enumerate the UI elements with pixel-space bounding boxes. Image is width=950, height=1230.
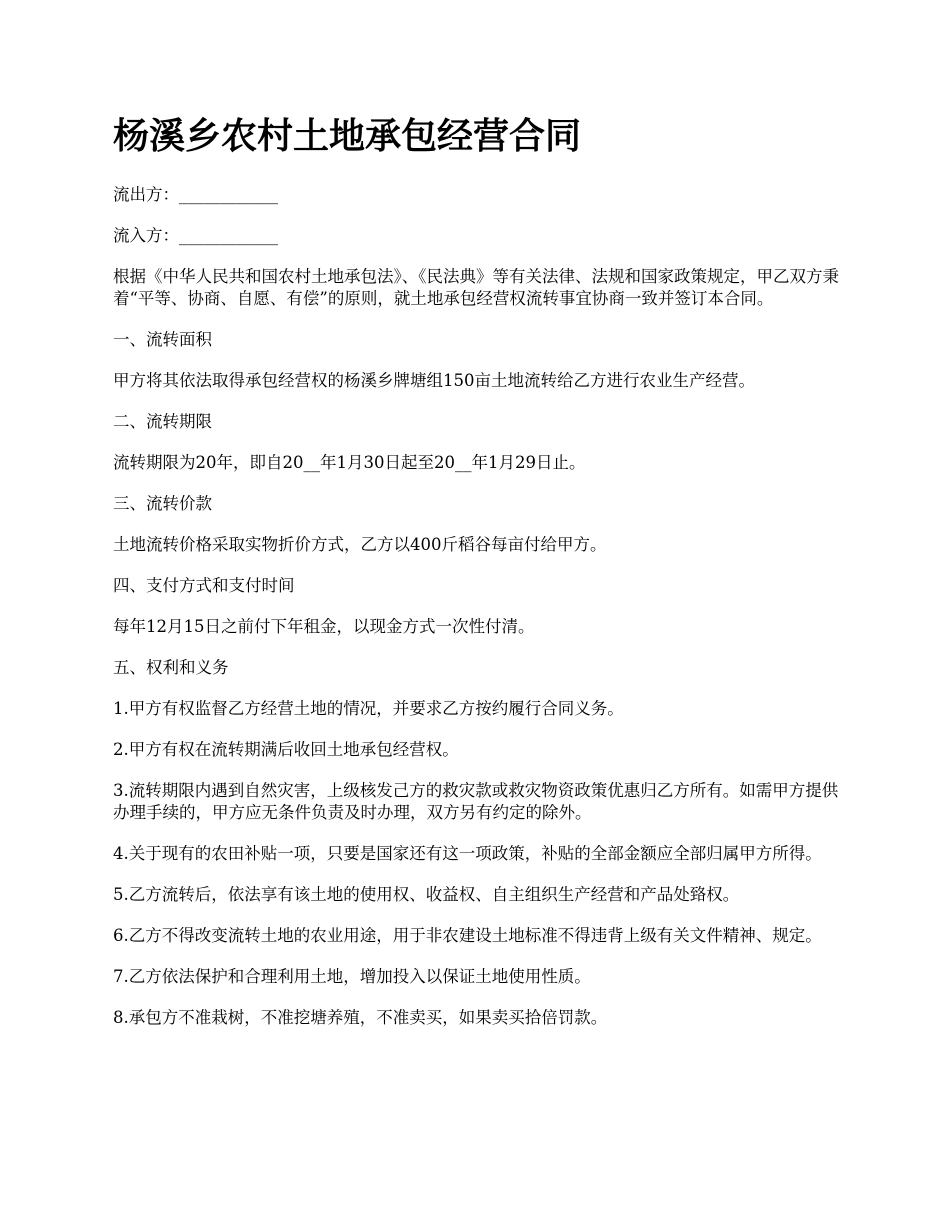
price-paragraph: 土地流转价格采取实物折价方式，乙方以400斤稻谷每亩付给甲方。 — [113, 535, 607, 554]
rights-item-2: 2.甲方有权在流转期满后收回土地承包经营权。 — [113, 740, 459, 759]
rights-item-1: 1.甲方有权监督乙方经营土地的情况，并要求乙方按约履行合同义务。 — [113, 699, 624, 718]
section-heading-area: 一、流转面积 — [113, 330, 212, 349]
rights-item-3: 3.流转期限内遇到自然灾害，上级核发己方的救灾款或救灾物资政策优惠归乙方所有。如需甲方提供办理手续的，甲方应无条件负责及时办理，双方另有约定的除外。 — [113, 781, 839, 822]
rights-item-8: 8.承包方不准栽树，不准挖塘养殖，不准卖买，如果卖买拾倍罚款。 — [113, 1008, 608, 1027]
payment-paragraph: 每年12月15日之前付下年租金，以现金方式一次性付清。 — [113, 617, 535, 636]
section-heading-term: 二、流转期限 — [113, 412, 212, 431]
section-heading-price: 三、流转价款 — [113, 494, 212, 513]
rights-item-4: 4.关于现有的农田补贴一项，只要是国家还有这一项政策，补贴的全部金额应全部归属甲方所得。 — [113, 844, 822, 863]
rights-item-6: 6.乙方不得改变流转土地的农业用途，用于非农建设土地标准不得违背上级有关文件精神、规定。 — [113, 926, 822, 945]
section-heading-rights: 五、权利和义务 — [113, 658, 229, 677]
transferee-line: 流入方：____________ — [113, 226, 278, 245]
area-paragraph: 甲方将其依法取得承包经营权的杨溪乡牌塘组150亩土地流转给乙方进行农业生产经营。 — [113, 371, 755, 390]
document-title: 杨溪乡农村土地承包经营合同 — [113, 115, 582, 157]
transferor-line: 流出方：____________ — [113, 185, 278, 204]
preamble-paragraph: 根据《中华人民共和国农村土地承包法》、《民法典》等有关法律、法规和国家政策规定，甲乙双方秉着“平等、协商、自愿、有偿”的原则，就土地承包经营权流转事宜协商一致并签订本合同。 — [113, 267, 839, 308]
rights-item-7: 7.乙方依法保护和合理利用土地，增加投入以保证土地使用性质。 — [113, 967, 591, 986]
term-paragraph: 流转期限为20年，即自20__年1月30日起至20__年1月29日止。 — [113, 453, 586, 472]
section-heading-payment: 四、支付方式和支付时间 — [113, 576, 295, 595]
rights-item-5: 5.乙方流转后，依法享有该土地的使用权、收益权、自主组织生产经营和产品处臵权。 — [113, 885, 740, 904]
document-page — [113, 112, 853, 1048]
